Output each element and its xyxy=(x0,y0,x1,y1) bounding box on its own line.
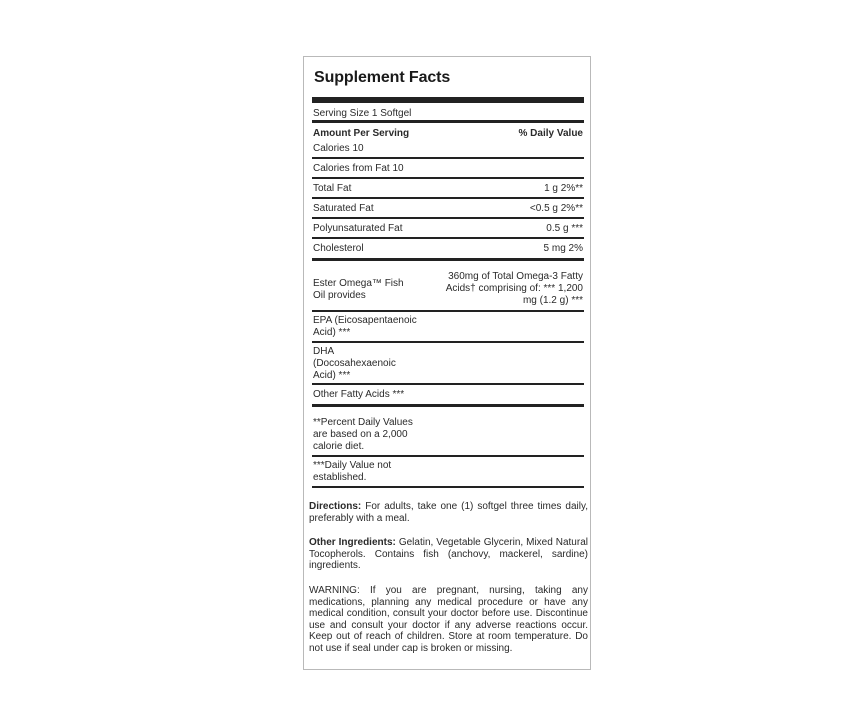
directions-body: For adults, take one (1) softgel three times daily, preferably with a meal. xyxy=(309,501,589,524)
divider xyxy=(312,383,584,385)
divider xyxy=(312,310,584,312)
footnote-dv-line-3: calorie diet. xyxy=(313,441,365,452)
footnote-dv-line-2: are based on a 2,000 xyxy=(313,429,408,440)
nutrient-name: Cholesterol xyxy=(313,243,364,254)
serving-size: Serving Size 1 Softgel xyxy=(313,108,412,119)
other-ingredients-text xyxy=(309,537,588,572)
calories-from-fat: Calories from Fat 10 xyxy=(313,163,404,174)
nutrient-name: Polyunsaturated Fat xyxy=(313,223,403,234)
epa-line-1: EPA (Eicosapentaenoic xyxy=(313,315,417,326)
nutrient-name: Total Fat xyxy=(313,183,352,194)
calories: Calories 10 xyxy=(313,143,364,154)
ester-value-line-2: Acids† comprising of: *** 1,200 xyxy=(445,283,583,294)
epa-line-2: Acid) *** xyxy=(313,327,351,338)
dha-line-3: Acid) *** xyxy=(313,370,351,381)
nutrient-value: <0.5 g 2%** xyxy=(529,203,583,214)
footnote-dv-line-1: **Percent Daily Values xyxy=(313,417,413,428)
divider xyxy=(312,197,584,199)
ingredients-body: Gelatin, Vegetable Glycerin, Mixed Natural Tocopherols. Contains fish (anchovy, mackerel, sardine) ingredients. xyxy=(309,537,588,572)
supplement-facts-panel xyxy=(303,56,591,670)
divider xyxy=(312,217,584,219)
other-fatty-acids: Other Fatty Acids *** xyxy=(313,389,405,400)
directions-text xyxy=(309,501,588,524)
divider xyxy=(312,341,584,343)
nutrient-value: 5 mg 2% xyxy=(543,243,583,254)
nutrient-value: 0.5 g *** xyxy=(546,223,583,234)
dha-line-2: (Docosahexaenoic xyxy=(313,358,396,369)
ester-name-line-1: Ester Omega™ Fish xyxy=(313,278,404,289)
ingredients-heading: Other Ingredients: xyxy=(309,537,396,548)
warning-text: WARNING: If you are pregnant, nursing, taking any medications, planning any medical procedure or have any medical condition, consult your doctor before use. Discontinue use and consult your doctor if any adverse reactions occur. Keep out of reach of children. Store at room temperature. Do not use if seal under cap is broken or missing. xyxy=(309,585,588,654)
divider xyxy=(312,237,584,239)
thick-divider xyxy=(312,258,584,261)
directions-heading: Directions: xyxy=(309,501,362,512)
divider xyxy=(312,486,584,488)
divider xyxy=(312,455,584,457)
ester-value-line-3: mg (1.2 g) *** xyxy=(522,295,583,306)
divider xyxy=(312,177,584,179)
thick-divider xyxy=(312,97,584,103)
footnote-ne-line-2: established. xyxy=(313,472,367,483)
ester-omega-row xyxy=(312,271,584,311)
divider xyxy=(312,157,584,159)
footnote-ne-line-1: ***Daily Value not xyxy=(313,460,392,471)
thick-divider xyxy=(312,120,584,123)
panel-title: Supplement Facts xyxy=(314,69,451,86)
thick-divider xyxy=(312,404,584,407)
ester-value-line-1: 360mg of Total Omega-3 Fatty xyxy=(448,271,583,282)
nutrient-value: 1 g 2%** xyxy=(544,183,583,194)
dha-line-1: DHA xyxy=(313,346,335,357)
nutrient-name: Saturated Fat xyxy=(313,203,374,214)
amount-header: Amount Per Serving xyxy=(313,128,410,139)
dv-header: % Daily Value xyxy=(518,128,583,139)
ester-name-line-2: Oil provides xyxy=(313,290,366,301)
